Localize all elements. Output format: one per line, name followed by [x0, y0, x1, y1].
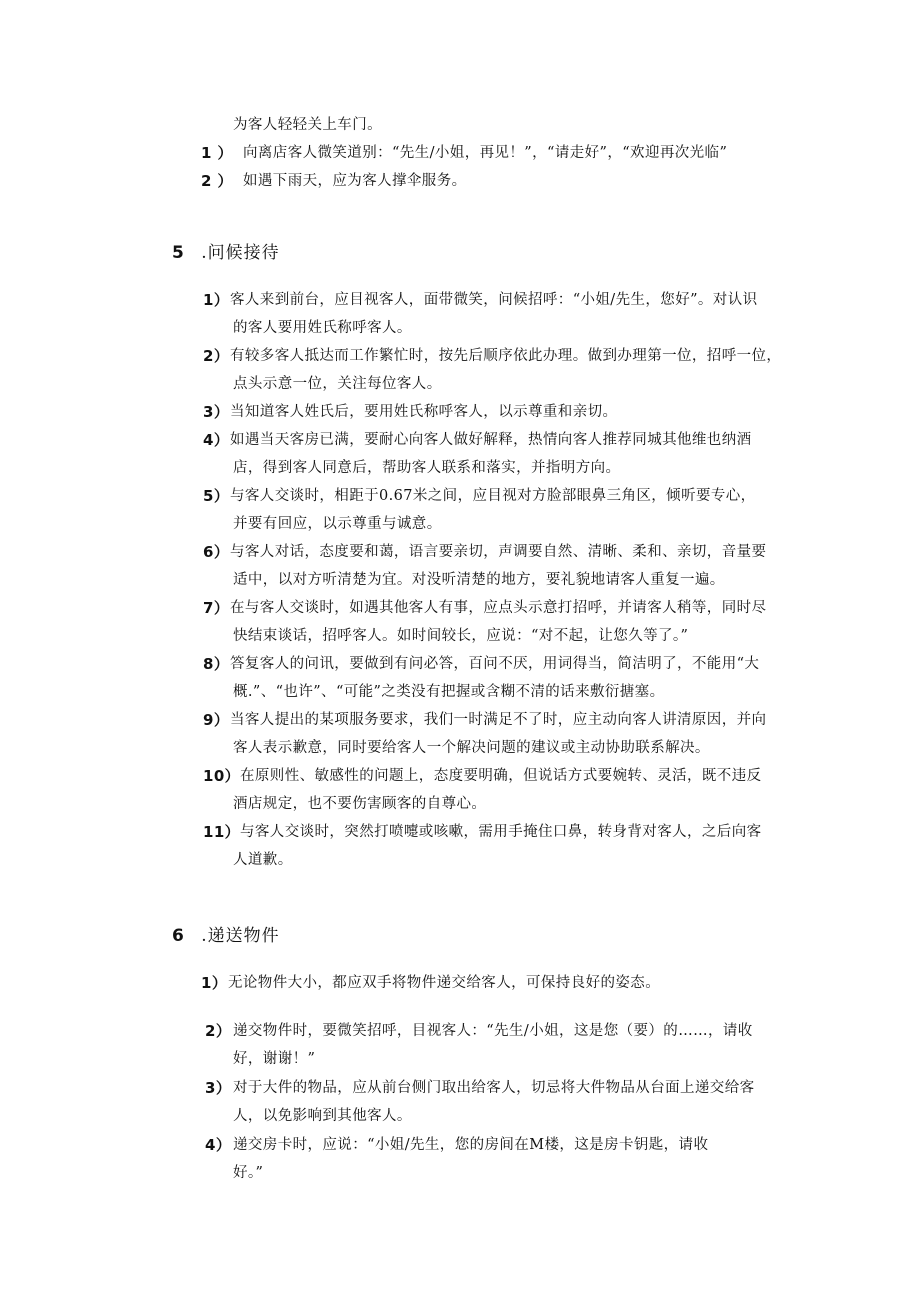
item-number: 4） — [203, 431, 230, 449]
section-title: .递送物件 — [201, 926, 280, 946]
item-text-line-2: 适中，以对方听清楚为宜。对没听清楚的地方，要礼貌地请客人重复一遍。 — [233, 572, 725, 588]
item-text: 如遇下雨天，应为客人撑伞服务。 — [243, 173, 467, 189]
item-text-line-1: 在原则性、敏感性的问题上，态度要明确，但说话方式要婉转、灵活，既不违反 — [240, 768, 762, 784]
item-number: 11） — [203, 823, 241, 841]
item-number: 6） — [203, 543, 230, 561]
item-text-line-2: 的客人要用姓氏称呼客人。 — [233, 320, 412, 336]
item-text: 向离店客人微笑道别：“先生/小姐，再见！”，“请走好”，“欢迎再次光临” — [243, 145, 728, 161]
item-text-line-1: 与客人交谈时，突然打喷嚏或咳嗽，需用手掩住口鼻，转身背对客人，之后向客 — [240, 824, 762, 840]
item-text-line-2: 酒店规定，也不要伤害顾客的自尊心。 — [233, 796, 487, 812]
item-number: 2 ） — [201, 172, 233, 190]
item-number: 1） — [203, 291, 230, 309]
item-number: 1） — [201, 974, 228, 992]
intro-continuation: 为客人轻轻关上车门。 — [233, 117, 382, 133]
item-number: 1 ） — [201, 144, 233, 162]
item-text-line-1: 答复客人的问讯，要做到有问必答，百问不厌，用词得当，简洁明了，不能用“大 — [230, 656, 760, 672]
item-text-line-2: 快结束谈话，招呼客人。如时间较长，应说：“对不起，让您久等了。” — [233, 628, 689, 644]
section-title: .问候接待 — [201, 243, 280, 263]
item-text-line-1: 在与客人交谈时，如遇其他客人有事，应点头示意打招呼，并请客人稍等，同时尽 — [230, 600, 767, 616]
item-text-line-2: 概.”、“也许”、“可能”之类没有把握或含糊不清的话来敷衍搪塞。 — [233, 684, 665, 700]
item-number: 7） — [203, 599, 230, 617]
section-number: 6 — [172, 926, 185, 946]
item-text-line-1: 递交物件时，要微笑招呼，目视客人：“先生/小姐，这是您（要）的……，请收 — [233, 1023, 753, 1039]
item-text-line-1: 有较多客人抵达而工作繁忙时，按先后顺序依此办理。做到办理第一位，招呼一位， — [230, 348, 782, 364]
section-number: 5 — [172, 243, 185, 263]
item-text-line-1: 递交房卡时，应说：“小姐/先生，您的房间在M楼，这是房卡钥匙，请收 — [233, 1137, 709, 1153]
item-number: 4） — [205, 1136, 232, 1154]
item-number: 3） — [205, 1079, 232, 1097]
section-6-heading — [172, 925, 280, 947]
item-text-line-2: 点头示意一位，关注每位客人。 — [233, 376, 442, 392]
item-text-line-1: 客人来到前台，应目视客人，面带微笑，问候招呼：“小姐/先生，您好”。对认识 — [230, 292, 758, 308]
item-text-line-2: 人道歉。 — [233, 852, 293, 868]
item-text-line-2: 好，谢谢！” — [233, 1051, 316, 1067]
item-text-line-1: 无论物件大小，都应双手将物件递交给客人，可保持良好的姿态。 — [228, 975, 661, 991]
item-text-line-1: 与客人对话，态度要和蔼，语言要亲切，声调要自然、清晰、柔和、亲切，音量要 — [230, 544, 767, 560]
item-text-line-1: 当知道客人姓氏后，要用姓氏称呼客人，以示尊重和亲切。 — [230, 404, 618, 420]
item-text-line-2: 店，得到客人同意后，帮助客人联系和落实，并指明方向。 — [233, 460, 621, 476]
item-text-line-1: 如遇当天客房已满，要耐心向客人做好解释，热情向客人推荐同城其他维也纳酒 — [230, 432, 752, 448]
item-text-line-2: 好。” — [233, 1165, 264, 1181]
item-text-line-2: 客人表示歉意，同时要给客人一个解决问题的建议或主动协助联系解决。 — [233, 740, 710, 756]
item-number: 10） — [203, 767, 241, 785]
item-text-line-1: 与客人交谈时，相距于0.67米之间，应目视对方脸部眼鼻三角区，倾听要专心， — [230, 488, 756, 504]
item-number: 8） — [203, 655, 230, 673]
item-text-line-1: 当客人提出的某项服务要求，我们一时满足不了时，应主动向客人讲清原因，并向 — [230, 712, 767, 728]
item-number: 9） — [203, 711, 230, 729]
section-5-heading — [172, 242, 280, 264]
item-text-line-1: 对于大件的物品，应从前台侧门取出给客人，切忌将大件物品从台面上递交给客 — [233, 1080, 755, 1096]
item-text-line-2: 并要有回应，以示尊重与诚意。 — [233, 516, 442, 532]
item-number: 3） — [203, 403, 230, 421]
item-number: 2） — [205, 1022, 232, 1040]
item-text-line-2: 人，以免影响到其他客人。 — [233, 1108, 412, 1124]
item-number: 5） — [203, 487, 230, 505]
item-number: 2） — [203, 347, 230, 365]
